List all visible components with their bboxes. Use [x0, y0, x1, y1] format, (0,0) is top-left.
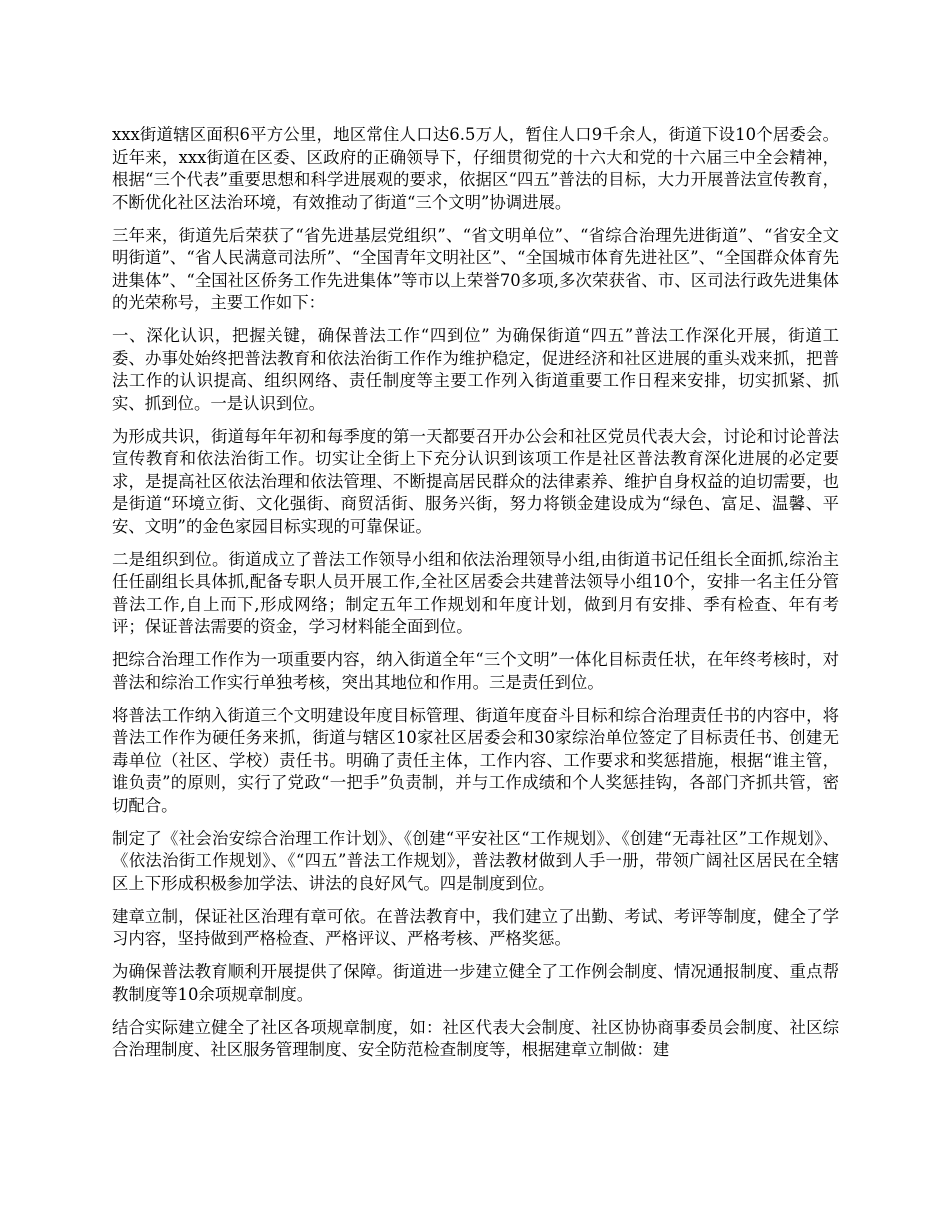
- paragraph-2: 三年来，街道先后荣获了“省先进基层党组织”、“省文明单位”、“省综合治理先进街道”、“省安全文明街道”、“省人民满意司法所”、“全国青年文明社区”、“全国城市体育先进社区”、“全国群众体育先进集体”、“全国社区侨务工作先进集体”等市以上荣誉70多项,多次荣获省、市、区司法行政先进集体的光荣称号，主要工作如下：: [112, 225, 839, 312]
- paragraph-5: 二是组织到位。街道成立了普法工作领导小组和依法治理领导小组,由街道书记任组长全面抓,综治主任任副组长具体抓,配备专职人员开展工作,全社区居委会共建普法领导小组10个，安排一名主任分管普法工作,自上而下,形成网络；制定五年工作规划和年度计划，做到月有安排、季有检查、年有考评；保证普法需要的资金，学习材料能全面到位。: [112, 549, 839, 636]
- paragraph-8: 制定了《社会治安综合治理工作计划》、《创建“平安社区“工作规划》、《创建“无毒社区”工作规划》、《依法治街工作规划》、《“四五”普法工作规划》，普法教材做到人手一册，带领广阔社区居民在全辖区上下形成积极参加学法、讲法的良好风气。四是制度到位。: [112, 828, 839, 893]
- paragraph-1: xxx街道辖区面积6平方公里，地区常住人口达6.5万人，暂住人口9千余人，街道下设10个居委会。近年来，xxx街道在区委、区政府的正确领导下，仔细贯彻党的十六大和党的十六届三中全会精神，根据“三个代表”重要思想和科学进展观的要求，依据区“四五”普法的目标，大力开展普法宣传教育，不断优化社区法治环境，有效推动了街道“三个文明”协调进展。: [112, 125, 839, 212]
- paragraph-10: 为确保普法教育顺利开展提供了保障。街道进一步建立健全了工作例会制度、情况通报制度、重点帮教制度等10余项规章制度。: [112, 962, 839, 1004]
- paragraph-11: 结合实际建立健全了社区各项规章制度，如：社区代表大会制度、社区协协商事委员会制度、社区综合治理制度、社区服务管理制度、安全防范检查制度等，根据建章立制做：建: [112, 1017, 839, 1059]
- paragraph-6: 把综合治理工作作为一项重要内容，纳入街道全年“三个文明”一体化目标责任状，在年终考核时，对普法和综治工作实行单独考核，突出其地位和作用。三是责任到位。: [112, 650, 839, 692]
- paragraph-4: 为形成共识，街道每年年初和每季度的第一天都要召开办公会和社区党员代表大会，讨论和讨论普法宣传教育和依法治街工作。切实让全街上下充分认识到该项工作是社区普法教育深化进展的必定要求，是提高社区依法治理和依法管理、不断提高居民群众的法律素养、维护自身权益的迫切需要，也是街道“环境立街、文化强街、商贸活街、服务兴街，努力将锁金建设成为“绿色、富足、温馨、平安、文明”的金色家园目标实现的可靠保证。: [112, 426, 839, 536]
- paragraph-9: 建章立制，保证社区治理有章可依。在普法教育中，我们建立了出勤、考试、考评等制度，健全了学习内容，坚持做到严格检查、严格评议、严格考核、严格奖惩。: [112, 906, 839, 948]
- paragraph-3: 一、深化认识，把握关键，确保普法工作“四到位” 为确保街道“四五”普法工作深化开展，街道工委、办事处始终把普法教育和依法治街工作作为维护稳定，促进经济和社区进展的重头戏来抓，把普法工作的认识提高、组织网络、责任制度等主要工作列入街道重要工作日程来安排，切实抓紧、抓实、抓到位。一是认识到位。: [112, 326, 839, 413]
- paragraph-7: 将普法工作纳入街道三个文明建设年度目标管理、街道年度奋斗目标和综合治理责任书的内容中，将普法工作作为硬任务来抓，街道与辖区10家社区居委会和30家综治单位签定了目标责任书、创建无毒单位（社区、学校）责任书。明确了责任主体，工作内容、工作要求和奖惩措施，根据“谁主管，谁负责”的原则，实行了党政“一把手”负责制，并与工作成绩和个人奖惩挂钩，各部门齐抓共管，密切配合。: [112, 705, 839, 815]
- document-body: [112, 124, 839, 1072]
